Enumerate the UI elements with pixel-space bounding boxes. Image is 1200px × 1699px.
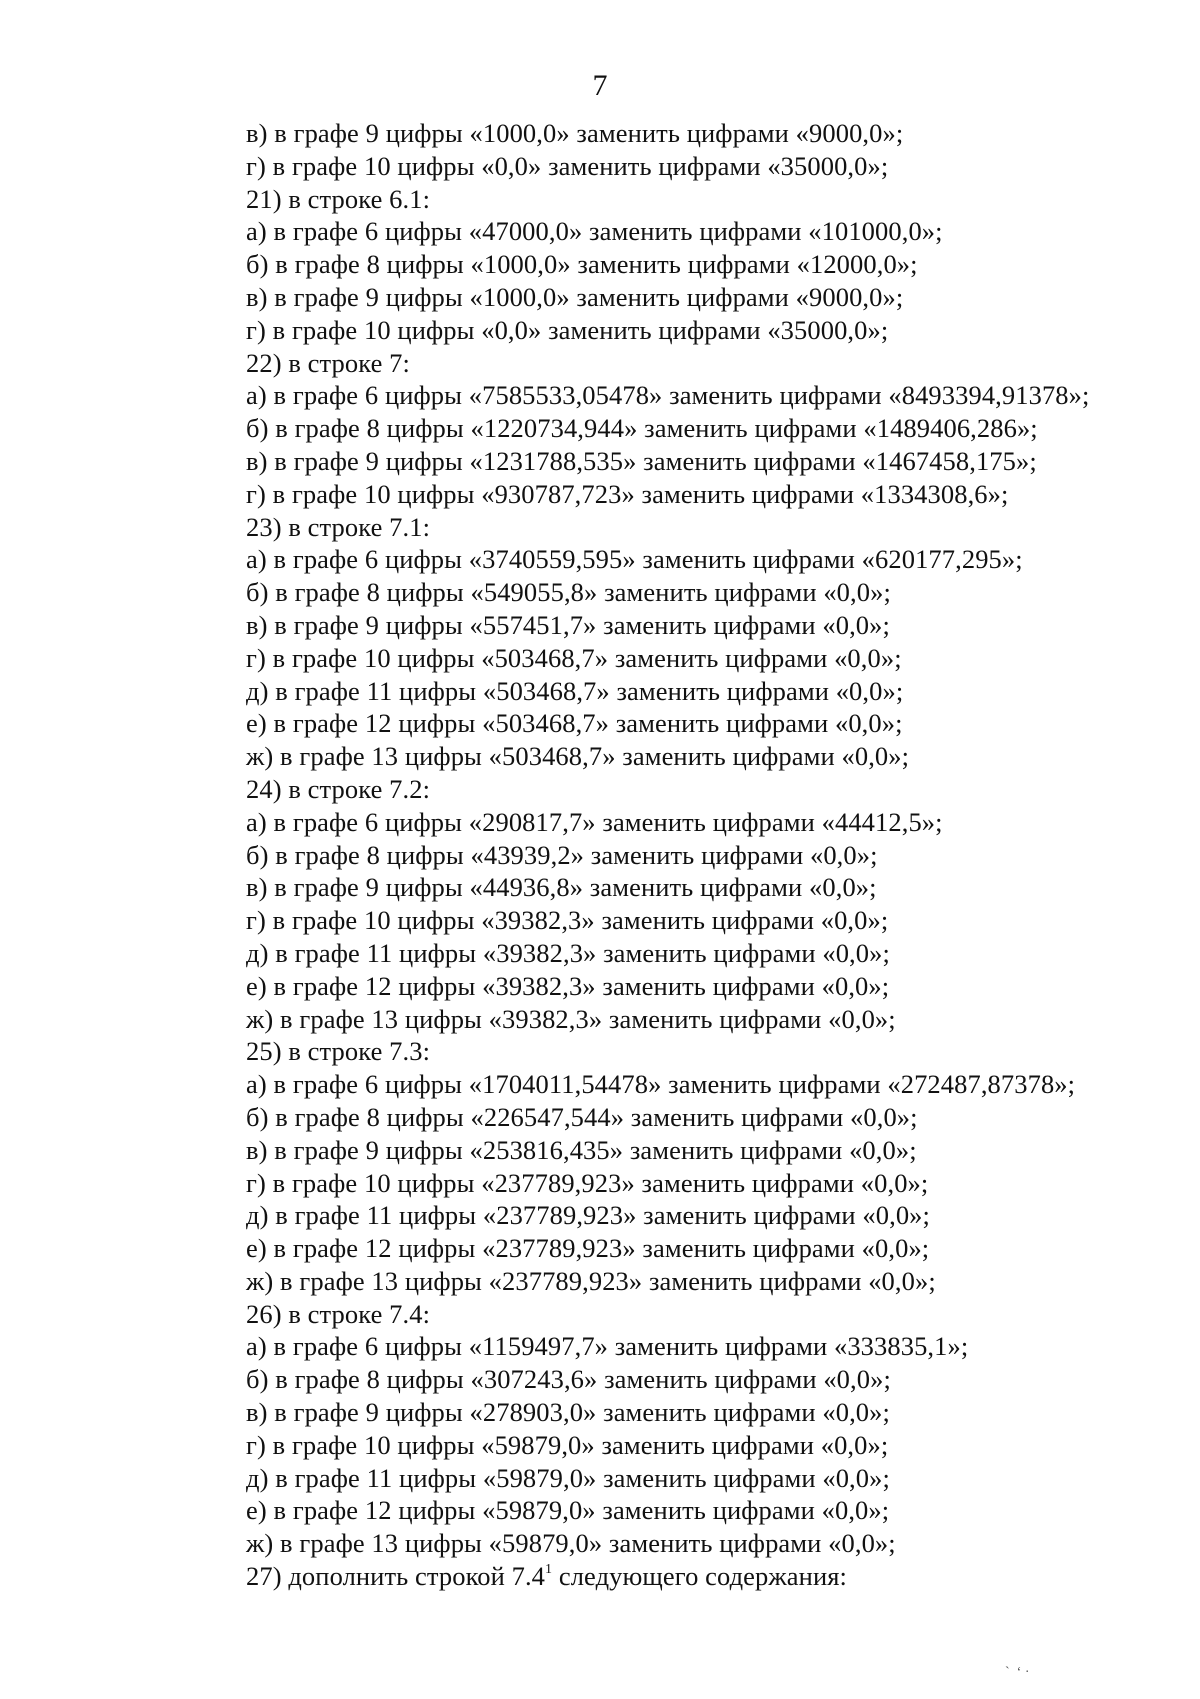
text-line: д) в графе 11 цифры «237789,923» заменить цифрами «0,0»;: [246, 1200, 930, 1231]
text-line: д) в графе 11 цифры «39382,3» заменить цифрами «0,0»;: [246, 937, 890, 968]
text-line: г) в графе 10 цифры «39382,3» заменить цифрами «0,0»;: [246, 905, 889, 936]
text-line: а) в графе 6 цифры «3740559,595» заменить цифрами «620177,295»;: [246, 544, 1023, 575]
final-line-tail: следующего содержания:: [552, 1561, 847, 1592]
text-line: е) в графе 12 цифры «59879,0» заменить цифрами «0,0»;: [246, 1495, 890, 1526]
text-line: а) в графе 6 цифры «1159497,7» заменить цифрами «333835,1»;: [246, 1331, 969, 1362]
text-line: ж) в графе 13 цифры «237789,923» заменить цифрами «0,0»;: [246, 1265, 936, 1296]
section-heading: 22) в строке 7:: [246, 347, 410, 378]
text-line: б) в графе 8 цифры «1000,0» заменить цифрами «12000,0»;: [246, 249, 918, 280]
section-heading: 25) в строке 7.3:: [246, 1036, 431, 1067]
text-line: в) в графе 9 цифры «1231788,535» заменить цифрами «1467458,175»;: [246, 445, 1037, 476]
section-heading: 26) в строке 7.4:: [246, 1298, 431, 1329]
final-line-text: 27) дополнить строкой 7.4: [246, 1561, 546, 1592]
text-line: ж) в графе 13 цифры «59879,0» заменить цифрами «0,0»;: [246, 1528, 896, 1559]
text-line: в) в графе 9 цифры «44936,8» заменить цифрами «0,0»;: [246, 872, 877, 903]
text-line: г) в графе 10 цифры «237789,923» заменить цифрами «0,0»;: [246, 1167, 929, 1198]
text-line: в) в графе 9 цифры «1000,0» заменить цифрами «9000,0»;: [246, 118, 904, 148]
text-line: е) в графе 12 цифры «39382,3» заменить цифрами «0,0»;: [246, 970, 890, 1001]
text-line: г) в графе 10 цифры «503468,7» заменить цифрами «0,0»;: [246, 642, 902, 673]
text-line: а) в графе 6 цифры «7585533,05478» заменить цифрами «8493394,91378»;: [246, 380, 1090, 411]
superscript-marker: 1: [545, 1562, 553, 1578]
text-line: в) в графе 9 цифры «557451,7» заменить цифрами «0,0»;: [246, 609, 890, 640]
text-line: б) в графе 8 цифры «549055,8» заменить цифрами «0,0»;: [246, 577, 891, 608]
page-number: 7: [592, 69, 608, 102]
document-body: [246, 117, 1176, 1593]
text-line: ж) в графе 13 цифры «503468,7» заменить цифрами «0,0»;: [246, 741, 910, 772]
section-heading: 23) в строке 7.1:: [246, 511, 431, 542]
text-line: е) в графе 12 цифры «503468,7» заменить цифрами «0,0»;: [246, 708, 903, 739]
text-line: б) в графе 8 цифры «43939,2» заменить цифрами «0,0»;: [246, 839, 878, 870]
scan-artifact: ` ‘ ·: [1005, 1665, 1030, 1680]
text-line: б) в графе 8 цифры «307243,6» заменить цифрами «0,0»;: [246, 1364, 891, 1395]
text-line: б) в графе 8 цифры «226547,544» заменить цифрами «0,0»;: [246, 1101, 918, 1132]
text-line: г) в графе 10 цифры «59879,0» заменить цифрами «0,0»;: [246, 1429, 889, 1460]
text-line: г) в графе 10 цифры «930787,723» заменить цифрами «1334308,6»;: [246, 478, 1009, 509]
text-line: а) в графе 6 цифры «1704011,54478» заменить цифрами «272487,87378»;: [246, 1069, 1076, 1100]
text-line: в) в графе 9 цифры «278903,0» заменить цифрами «0,0»;: [246, 1397, 890, 1428]
text-line: д) в графе 11 цифры «503468,7» заменить цифрами «0,0»;: [246, 675, 904, 706]
text-line: г) в графе 10 цифры «0,0» заменить цифрами «35000,0»;: [246, 150, 889, 181]
text-line: а) в графе 6 цифры «290817,7» заменить цифрами «44412,5»;: [246, 806, 943, 837]
section-heading: 24) в строке 7.2:: [246, 773, 431, 804]
final-section-heading: [246, 1560, 1176, 1593]
text-line: г) в графе 10 цифры «0,0» заменить цифрами «35000,0»;: [246, 314, 889, 345]
text-line: е) в графе 12 цифры «237789,923» заменить цифрами «0,0»;: [246, 1233, 930, 1264]
text-line: а) в графе 6 цифры «47000,0» заменить цифрами «101000,0»;: [246, 216, 943, 247]
text-line: б) в графе 8 цифры «1220734,944» заменить цифрами «1489406,286»;: [246, 413, 1038, 444]
text-line: ж) в графе 13 цифры «39382,3» заменить цифрами «0,0»;: [246, 1003, 896, 1034]
section-heading: 21) в строке 6.1:: [246, 183, 431, 214]
text-line: д) в графе 11 цифры «59879,0» заменить цифрами «0,0»;: [246, 1462, 890, 1493]
text-line: в) в графе 9 цифры «253816,435» заменить цифрами «0,0»;: [246, 1134, 917, 1165]
text-line: в) в графе 9 цифры «1000,0» заменить цифрами «9000,0»;: [246, 281, 904, 312]
